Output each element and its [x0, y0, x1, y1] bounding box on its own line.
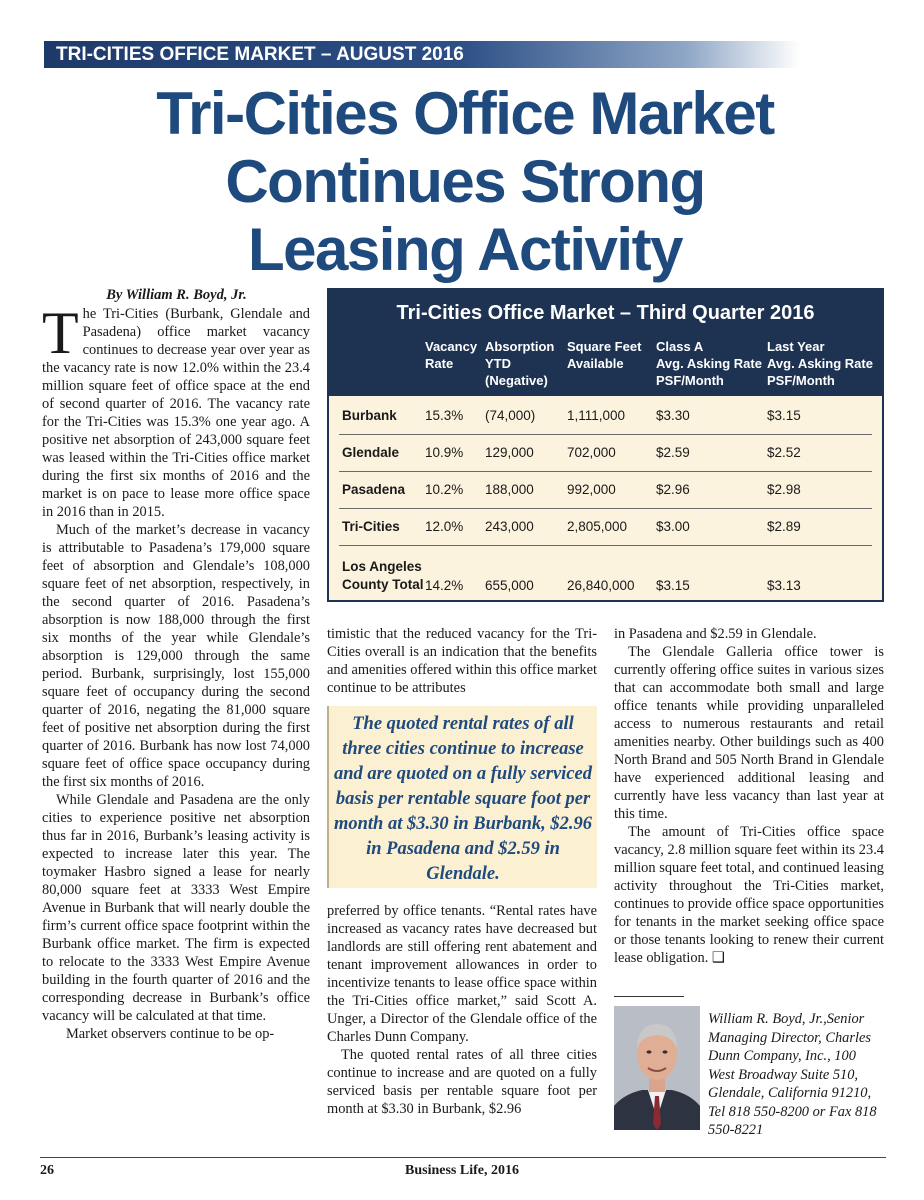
cell-classa: $2.96 [656, 482, 690, 497]
cell-lastyear: $2.52 [767, 445, 801, 460]
cell-lastyear: $3.15 [767, 408, 801, 423]
footer-divider [40, 1157, 886, 1158]
table-row [339, 546, 872, 602]
cell-classa: $3.00 [656, 519, 690, 534]
article-column-2-top [327, 625, 597, 697]
cell-vacancy: 12.0% [425, 519, 464, 534]
header-text: Square Feet Available [567, 339, 642, 371]
cell-absorption: 655,000 [485, 578, 534, 593]
cell-sqft: 702,000 [567, 445, 616, 460]
headline-line-2: Continues Strong [225, 148, 705, 215]
cell-sqft: 26,840,000 [567, 578, 635, 593]
col-header-classa [656, 338, 762, 389]
header-text: Last Year Avg. Asking Rate PSF/Month [767, 339, 873, 388]
cell-lastyear: $2.98 [767, 482, 801, 497]
article-column-1 [42, 300, 310, 1043]
col-header-absorption [485, 338, 554, 389]
row-label: Glendale [342, 445, 400, 460]
cell-classa: $3.30 [656, 408, 690, 423]
cell-vacancy: 10.9% [425, 445, 464, 460]
article-column-3 [614, 625, 884, 967]
cell-absorption: 129,000 [485, 445, 534, 460]
row-label: Burbank [342, 408, 397, 423]
cell-classa: $2.59 [656, 445, 690, 460]
cell-absorption: 243,000 [485, 519, 534, 534]
author-portrait-icon [614, 1006, 700, 1130]
article-paragraph-text: he Tri-Cities (Burbank, Glendale and Pasadena) office market vacancy continues to decrease year over year as the vacancy rate is now 12.0% within the 23.4 million square feet of office space at the end of second quarter of 2016. The vacancy rate for the Tri-Cities was 15.3% one year ago. A positive net absorption of 243,000 square feet was leased within the Tri-Cities office market during the first six months of 2016 and the market is on pace to lease more office space in 2016 than in 2015. [42, 306, 310, 520]
article-paragraph: Much of the market’s decrease in vacancy is attributable to Pasadena’s 179,000 square feet of absorption and Glendale’s 108,000 square feet of net absorption, respectively, in the second quarter of 2016. Pasadena’s absorption is now 188,000 through the first six months of the year while Glendale’s absorption is 129,000 through the same period. Burbank, surprisingly, lost 155,000 square feet of occupancy during the second quarter of 2016, negating the 81,000 square feet of positive net absorption during the first quarter of 2016. Burbank has now lost 74,000 square feet of office space occupancy during the first six months of 2016. [42, 522, 310, 790]
col-header-lastyear [767, 338, 873, 389]
article-paragraph: timistic that the reduced vacancy for the Tri-Cities overall is an indication that the benefits and amenities offered within this office market continue to be attributes [327, 626, 597, 696]
cell-lastyear: $2.89 [767, 519, 801, 534]
page-number: 26 [40, 1163, 54, 1178]
row-label: Los Angeles County Total [342, 559, 424, 592]
author-photo [614, 1006, 700, 1130]
headline-line-3: Leasing Activity [248, 216, 682, 283]
pull-quote: The quoted rental rates of all three cities continue to increase and are quoted on a fully serviced basis per rentable square foot per month at $3.30 in Burbank, $2.96 in Pasadena and $2.59 in Glendale. [327, 706, 597, 888]
article-paragraph [42, 300, 310, 521]
signature-divider [614, 996, 684, 997]
cell-absorption: 188,000 [485, 482, 534, 497]
cell-sqft: 1,111,000 [567, 408, 626, 423]
col-header-sqft [567, 338, 641, 372]
section-banner: TRI-CITIES OFFICE MARKET – AUGUST 2016 [44, 41, 800, 68]
byline: By William R. Boyd, Jr. [106, 287, 247, 303]
headline [40, 80, 890, 284]
drop-cap: T [42, 300, 79, 366]
article-column-2-bottom [327, 902, 597, 1118]
cell-vacancy: 10.2% [425, 482, 464, 497]
row-label: Tri-Cities [342, 519, 400, 534]
cell-absorption: (74,000) [485, 408, 536, 423]
cell-lastyear: $3.13 [767, 578, 801, 593]
article-paragraph: The amount of Tri-Cities office space vacancy, 2.8 million square feet within its 23.4 million square feet total, and continued leasing activity throughout the Tri-Cities market, continues to provide office space opportunities for tenants in the market seeking office space or those tenants looking to renew their current lease obligation. ❑ [614, 824, 884, 966]
headline-line-1: Tri-Cities Office Market [156, 80, 774, 147]
header-text: Absorption YTD (Negative) [485, 339, 555, 388]
col-header-vacancy [425, 338, 477, 372]
article-paragraph: The quoted rental rates of all three cities continue to increase and are quoted on a fully serviced basis per rentable square foot per month at $3.30 in Burbank, $2.96 [327, 1047, 597, 1117]
table-row [339, 435, 872, 472]
header-text: Vacancy Rate [425, 339, 478, 371]
article-paragraph: The Glendale Galleria office tower is currently offering office suites in various sizes that can accommodate both small and large office tenants while providing unparalleled access to numerous restaurants and retail amenities nearby. Other buildings such as 400 North Brand and 505 North Brand in Glendale have experienced additional leasing and currently have less vacancy than last year at this time. [614, 644, 884, 822]
footer-publication: Business Life, 2016 [405, 1163, 519, 1178]
article-paragraph: While Glendale and Pasadena are the only cities to experience positive net absorption thus far in 2016, Burbank’s leasing activity is expected to increase later this year. The toymaker Hasbro signed a lease for nearly 80,000 square feet at 3333 West Empire Avenue in Burbank that will nearly double the firm’s current office space footprint within the Burbank office market. The firm is expected to relocate to the 3333 West Empire Avenue building in the fourth quarter of 2016 and the corresponding decrease in Burbank’s office vacancy will be calculated at that time. [42, 792, 310, 1024]
table-row [339, 398, 872, 435]
market-table [327, 288, 884, 602]
cell-vacancy: 14.2% [425, 578, 464, 593]
article-paragraph: Market observers continue to be op- [66, 1026, 275, 1042]
article-paragraph: in Pasadena and $2.59 in Glendale. [614, 626, 817, 642]
article-paragraph: preferred by office tenants. “Rental rates have increased as vacancy rates have decreased but landlords are still offering rent abatement and tenant improvement allowances in order to incentivize tenants to lease office space within the Tri-Cities office market,” said Scott A. Unger, a Director of the Glendale office of the Charles Dunn Company. [327, 903, 597, 1045]
cell-vacancy: 15.3% [425, 408, 464, 423]
header-text: Class A Avg. Asking Rate PSF/Month [656, 339, 762, 388]
cell-sqft: 992,000 [567, 482, 616, 497]
row-label: Pasadena [342, 482, 406, 497]
table-row [339, 509, 872, 546]
cell-classa: $3.15 [656, 578, 690, 593]
table-header [329, 290, 882, 396]
table-title: Tri-Cities Office Market – Third Quarter 2016 [396, 302, 815, 324]
author-bio: William R. Boyd, Jr.,Senior Managing Director, Charles Dunn Company, Inc., 100 West Broadway Suite 510, Glendale, California 91210, Tel 818 550-8200 or Fax 818 550-8221 [708, 1011, 877, 1138]
cell-sqft: 2,805,000 [567, 519, 628, 534]
table-row [339, 472, 872, 509]
